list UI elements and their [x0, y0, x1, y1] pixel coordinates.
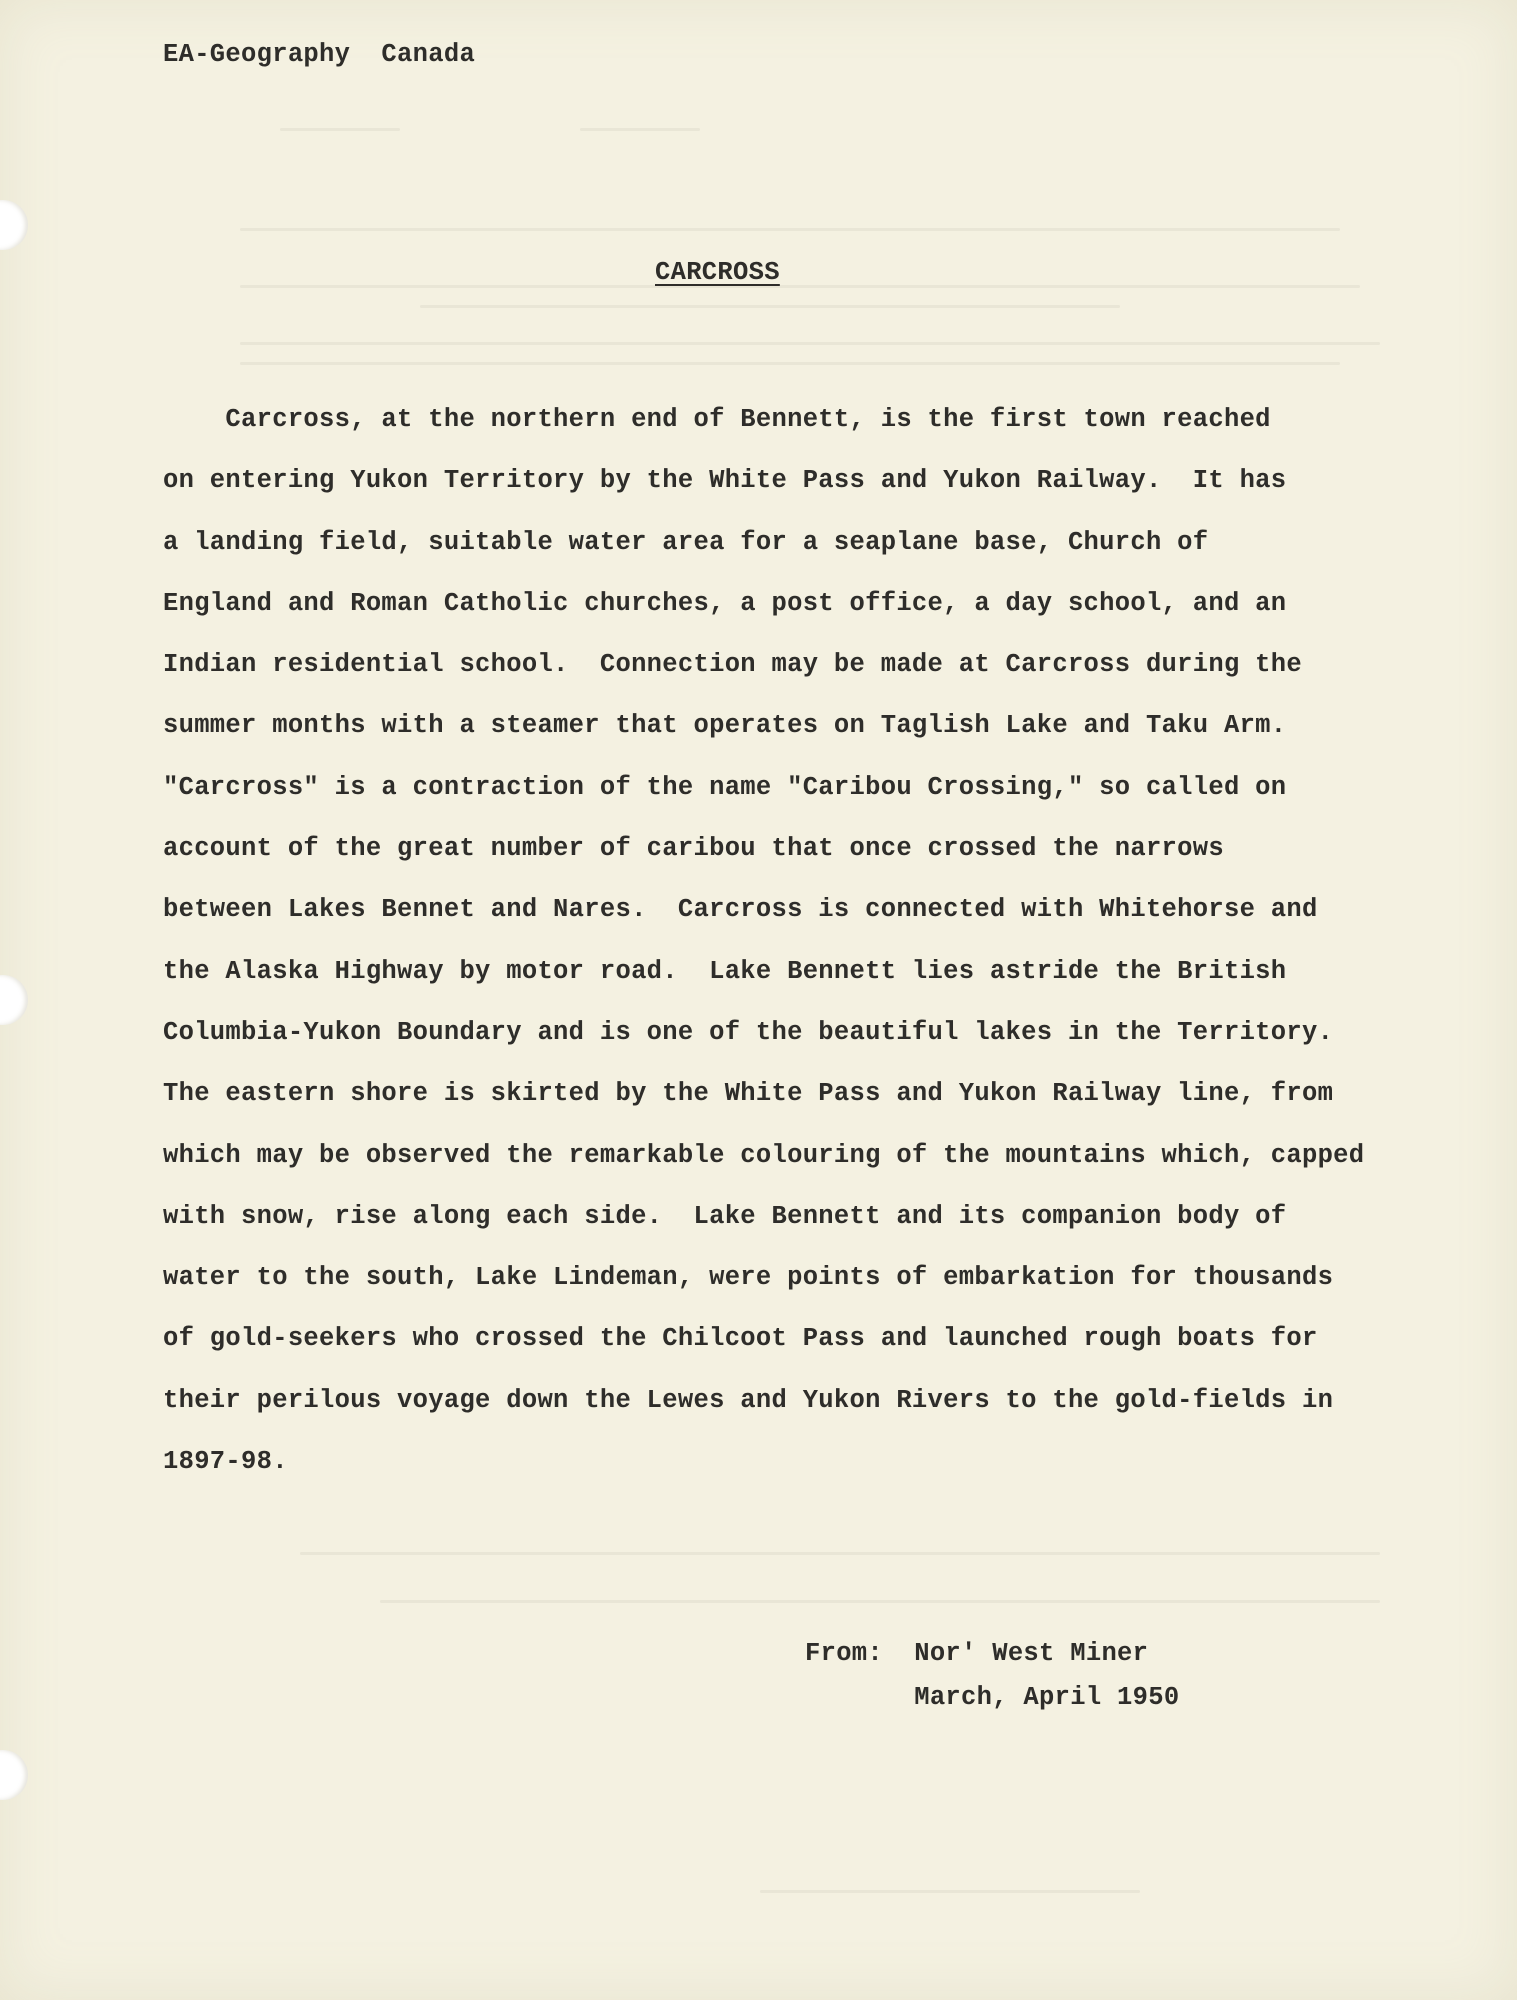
binder-hole-top	[0, 200, 28, 250]
body-line: which may be observed the remarkable colouring of the mountains which, capped	[163, 1140, 1365, 1170]
binder-hole-middle	[0, 975, 28, 1025]
body-line: The eastern shore is skirted by the White Pass and Yukon Railway line, from	[163, 1079, 1334, 1109]
body-line: Columbia-Yukon Boundary and is one of the beautiful lakes in the Territory.	[163, 1017, 1334, 1047]
bleed-through-mark	[240, 342, 1380, 345]
bleed-through-mark	[760, 1890, 1140, 1893]
source-citation	[805, 1632, 1179, 1720]
body-line: water to the south, Lake Lindeman, were points of embarkation for thousands	[163, 1263, 1334, 1293]
body-line: 1897-98.	[163, 1447, 288, 1477]
body-line: "Carcross" is a contraction of the name "Caribou Crossing," so called on	[163, 772, 1287, 802]
body-line: on entering Yukon Territory by the White Pass and Yukon Railway. It has	[163, 466, 1287, 496]
body-line: the Alaska Highway by motor road. Lake Bennett lies astride the British	[163, 956, 1287, 986]
body-line: account of the great number of caribou that once crossed the narrows	[163, 834, 1224, 864]
bleed-through-mark	[240, 362, 1340, 365]
body-line: a landing field, suitable water area for a seaplane base, Church of	[163, 527, 1209, 557]
subject-header: EA-Geography Canada	[163, 40, 476, 69]
bleed-through-mark	[240, 285, 1360, 288]
body-line: of gold-seekers who crossed the Chilcoot Pass and launched rough boats for	[163, 1324, 1318, 1354]
body-line: England and Roman Catholic churches, a post office, a day school, and an	[163, 588, 1287, 618]
bleed-through-mark	[420, 305, 1120, 308]
article-body	[163, 400, 1363, 1503]
source-date: March, April 1950	[805, 1683, 1180, 1712]
bleed-through-mark	[380, 1600, 1380, 1603]
body-line: their perilous voyage down the Lewes and Yukon Rivers to the gold-fields in	[163, 1385, 1334, 1415]
body-line: between Lakes Bennet and Nares. Carcross is connected with Whitehorse and	[163, 895, 1318, 925]
article-title: CARCROSS	[655, 258, 780, 287]
binder-hole-bottom	[0, 1750, 28, 1800]
source-publication: From: Nor' West Miner	[805, 1639, 1149, 1668]
body-line: with snow, rise along each side. Lake Bennett and its companion body of	[163, 1201, 1287, 1231]
bleed-through-mark	[300, 1552, 1380, 1555]
body-line: Carcross, at the northern end of Bennett, is the first town reached	[163, 405, 1271, 434]
body-line: summer months with a steamer that operates on Taglish Lake and Taku Arm.	[163, 711, 1287, 741]
bleed-through-mark	[580, 128, 700, 131]
bleed-through-mark	[280, 128, 400, 131]
bleed-through-mark	[240, 228, 1340, 231]
body-line: Indian residential school. Connection may be made at Carcross during the	[163, 650, 1302, 680]
